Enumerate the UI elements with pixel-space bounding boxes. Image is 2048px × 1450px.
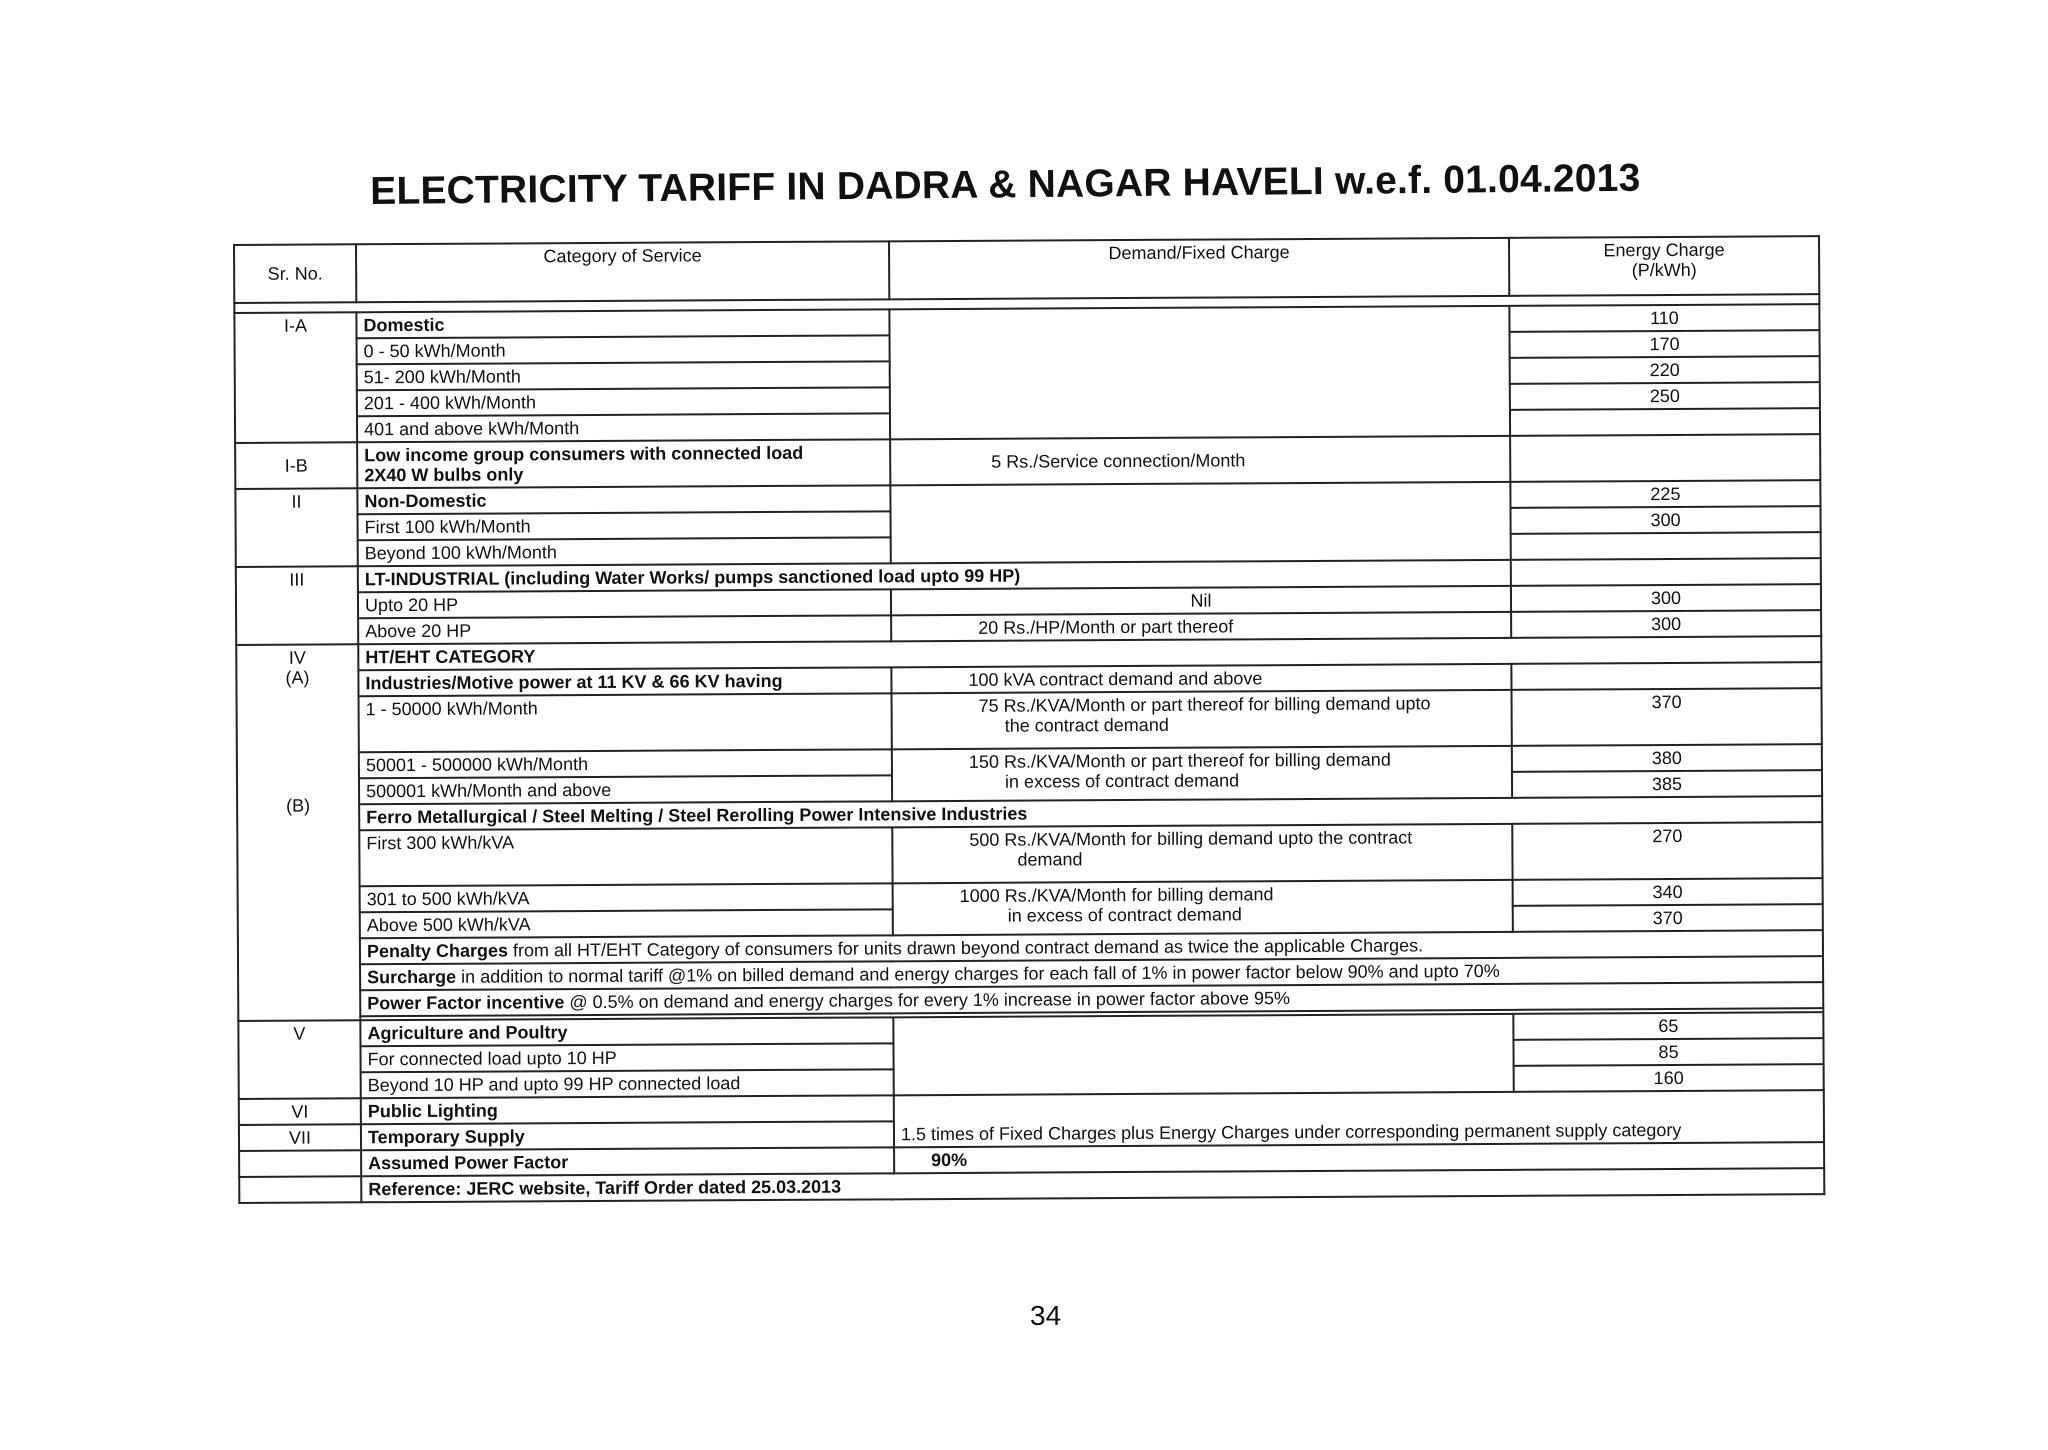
category-cell: Upto 20 HP [358, 589, 891, 618]
category-cell: Temporary Supply [361, 1121, 894, 1150]
energy-cell: 250 [1510, 382, 1820, 410]
header-energy [1509, 236, 1819, 296]
demand-line: in excess of contract demand [1007, 904, 1242, 926]
energy-cell: 370 [1513, 904, 1823, 932]
demand-cell-empty [889, 306, 1510, 439]
power-factor-value: 90% [894, 1142, 1824, 1173]
category-cell: First 100 kWh/Month [358, 511, 891, 540]
category-heading: Non-Domestic [357, 485, 890, 514]
category-heading: Agriculture and Poultry [360, 1017, 893, 1046]
note-text: @ 0.5% on demand and energy charges for every 1% increase in power factor above 95% [564, 988, 1291, 1013]
document-title: ELECTRICITY TARIFF IN DADRA & NAGAR HAVELI w.e.f. 01.04.2013 [370, 156, 1641, 213]
demand-cell: 5 Rs./Service connection/Month [890, 436, 1510, 485]
header-energy-line1: Energy Charge [1603, 239, 1725, 261]
note-label: Power Factor incentive [367, 992, 565, 1014]
category-cell: First 300 kWh/kVA [359, 827, 892, 886]
sr-cell: II [235, 488, 357, 567]
energy-cell-empty [1511, 662, 1821, 690]
category-cell: 401 and above kWh/Month [357, 413, 890, 442]
energy-cell: 220 [1510, 356, 1820, 384]
category-line: 2X40 W bulbs only [364, 464, 524, 486]
note-text: in addition to normal tariff @1% on billed demand and energy charges for each fall of 1% in power factor below 90% and upto 70% [456, 960, 1500, 987]
demand-cell [892, 690, 1512, 749]
category-line: Low income group consumers with connected load [364, 442, 804, 466]
sr-label: (A) [285, 667, 310, 688]
demand-cell-empty [890, 482, 1510, 563]
category-heading: Domestic [356, 309, 889, 338]
demand-cell: Nil [891, 586, 1511, 615]
demand-line: 150 Rs./KVA/Month or part thereof for billing demand [968, 749, 1391, 772]
demand-line: 1000 Rs./KVA/Month for billing demand [959, 884, 1274, 906]
category-cell: 1 - 50000 kWh/Month [359, 693, 892, 752]
demand-cell [892, 746, 1512, 801]
energy-cell: 170 [1510, 330, 1820, 358]
energy-cell: 225 [1510, 480, 1820, 508]
demand-cell: 20 Rs./HP/Month or part thereof [891, 612, 1511, 641]
category-cell: Beyond 100 kWh/Month [358, 537, 891, 566]
energy-cell-empty [1510, 408, 1820, 436]
category-heading: Ferro Metallurgical / Steel Melting / Steel Rerolling Power Intensive Industries [359, 796, 1822, 830]
note-text: from all HT/EHT Category of consumers for units drawn beyond contract demand as twice the applicable Charges. [507, 935, 1424, 961]
tariff-table [233, 235, 1825, 1204]
sr-cell-empty [239, 1176, 361, 1203]
temporary-note-cell: 1.5 times of Fixed Charges plus Energy Charges under corresponding permanent supply category [894, 1090, 1824, 1147]
page-number: 34 [1030, 1300, 1062, 1331]
energy-cell: 380 [1512, 744, 1822, 772]
sr-spacer [243, 687, 352, 796]
demand-line: 500 Rs./KVA/Month for billing demand upto the contract [969, 827, 1413, 850]
header-energy-line2: (P/kWh) [1631, 259, 1697, 281]
category-cell: Above 500 kWh/kVA [360, 909, 893, 938]
energy-cell: 85 [1513, 1038, 1823, 1066]
energy-cell: 160 [1514, 1064, 1824, 1092]
category-heading: HT/EHT CATEGORY [358, 636, 1821, 670]
energy-cell: 270 [1512, 822, 1822, 880]
demand-cell: 100 kVA contract demand and above [891, 664, 1511, 693]
header-sr-no: Sr. No. [234, 244, 356, 303]
sr-label: (B) [286, 795, 311, 816]
category-cell: Public Lighting [361, 1095, 894, 1124]
category-heading: LT-INDUSTRIAL (including Water Works/ pumps sanctioned load upto 99 HP) [358, 560, 1511, 592]
category-cell: 500001 kWh/Month and above [359, 775, 892, 804]
header-row [234, 236, 1819, 303]
sr-cell [236, 644, 360, 1021]
energy-cell: 340 [1513, 878, 1823, 906]
demand-cell [892, 824, 1512, 883]
category-cell: Assumed Power Factor [361, 1147, 894, 1176]
energy-cell-empty [1511, 558, 1821, 586]
category-cell: 301 to 500 kWh/kVA [360, 883, 893, 912]
energy-cell: 385 [1512, 770, 1822, 798]
demand-line: in excess of contract demand [1004, 770, 1240, 792]
category-cell: 50001 - 500000 kWh/Month [359, 749, 892, 778]
header-category: Category of Service [356, 241, 889, 302]
demand-line: demand [1017, 849, 1083, 870]
category-cell: For connected load upto 10 HP [360, 1043, 893, 1072]
tariff-table-container [233, 235, 1824, 1294]
sr-cell-empty [239, 1150, 361, 1177]
energy-cell: 65 [1513, 1012, 1823, 1040]
sr-cell: VII [239, 1124, 361, 1151]
energy-cell-empty [1510, 434, 1820, 482]
note-label: Penalty Charges [366, 940, 509, 962]
table-row [237, 822, 1822, 887]
demand-cell-empty [893, 1014, 1513, 1095]
note-label: Surcharge [367, 966, 457, 988]
energy-cell: 300 [1511, 610, 1821, 638]
energy-cell: 300 [1510, 506, 1820, 534]
table-row [237, 688, 1822, 753]
demand-line: the contract demand [1004, 714, 1169, 736]
category-cell: Above 20 HP [358, 615, 891, 644]
sr-cell: III [236, 566, 358, 645]
demand-cell [893, 880, 1513, 935]
energy-cell: 300 [1511, 584, 1821, 612]
category-cell: Beyond 10 HP and upto 99 HP connected load [361, 1069, 894, 1098]
demand-line: 75 Rs./KVA/Month or part thereof for billing demand upto [978, 693, 1431, 716]
category-cell [357, 439, 890, 488]
reference-cell: Reference: JERC website, Tariff Order dated 25.03.2013 [361, 1168, 1824, 1202]
header-demand: Demand/Fixed Charge [889, 238, 1509, 299]
category-cell: 201 - 400 kWh/Month [357, 387, 890, 416]
category-heading: Industries/Motive power at 11 KV & 66 KV having [358, 667, 891, 696]
sr-cell: V [238, 1020, 360, 1099]
category-cell: 51- 200 kWh/Month [357, 361, 890, 390]
energy-cell-empty [1511, 532, 1821, 560]
energy-cell: 110 [1509, 304, 1819, 332]
sr-cell: I-B [235, 442, 357, 489]
category-cell: 0 - 50 kWh/Month [357, 335, 890, 364]
sr-cell: I-A [234, 312, 357, 443]
energy-cell: 370 [1512, 688, 1822, 746]
sr-cell: VI [239, 1098, 361, 1125]
sr-label: IV [288, 647, 306, 668]
